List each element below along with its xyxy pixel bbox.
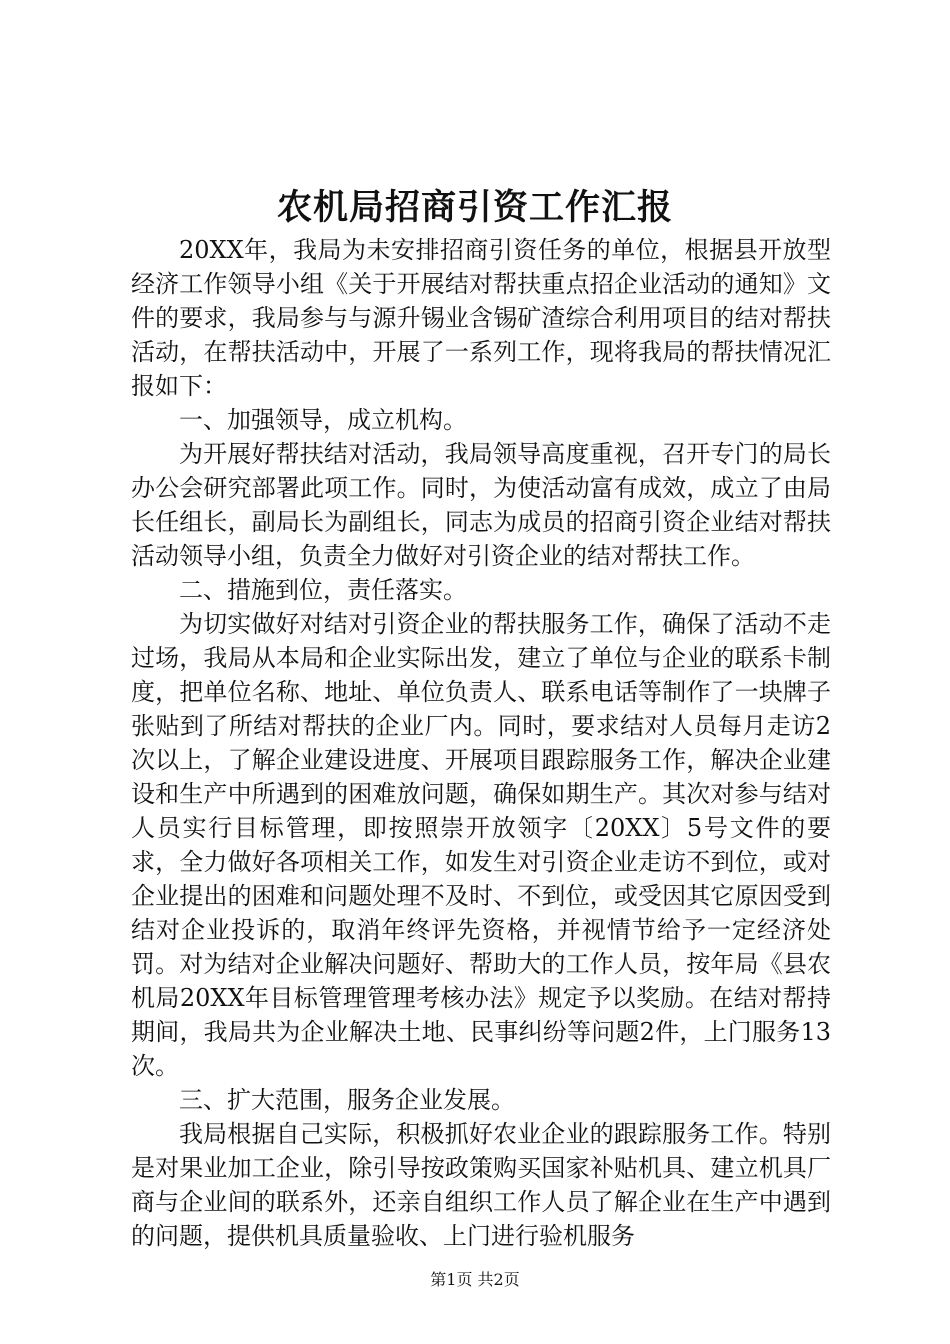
paragraph-intro: 20XX年，我局为未安排招商引资任务的单位，根据县开放型经济工作领导小组《关于开展结对帮扶重点招企业活动的通知》文件的要求，我局参与与源升锡业含锡矿渣综合利用项目的结对帮扶活动，在帮扶活动中，开展了一系列工作，现将我局的帮扶情况汇报如下： (131, 236, 831, 400)
paragraph-section-2: 为切实做好对结对引资企业的帮扶服务工作，确保了活动不走过场，我局从本局和企业实际出发，建立了单位与企业的联系卡制度，把单位名称、地址、单位负责人、联系电话等制作了一块牌子张贴到了所结对帮扶的企业厂内。同时，要求结对人员每月走访2次以上，了解企业建设进度、开展项目跟踪服务工作，解决企业建设和生产中所遇到的困难放问题，确保如期生产。其次对参与结对人员实行目标管理，即按照崇开放领字〔20XX〕5号文件的要求，全力做好各项相关工作，如发生对引资企业走访不到位，或对企业提出的困难和问题处理不及时、不到位，或受因其它原因受到结对企业投诉的，取消年终评先资格，并视情节给予一定经济处罚。对为结对企业解决问题好、帮助大的工作人员，按年局《县农机局20XX年目标管理管理考核办法》规定予以奖励。在结对帮持期间，我局共为企业解决土地、民事纠纷等问题2件，上门服务13次。 (131, 610, 831, 1080)
section-heading-2: 二、措施到位，责任落实。 (179, 576, 467, 604)
paragraph-section-3: 我局根据自己实际，积极抓好农业企业的跟踪服务工作。特别是对果业加工企业，除引导按政策购买国家补贴机具、建立机具厂商与企业间的联系外，还亲自组织工作人员了解企业在生产中遇到的问题，提供机具质量验收、上门进行验机服务 (131, 1120, 831, 1250)
section-heading-1: 一、加强领导，成立机构。 (179, 406, 467, 434)
paragraph-section-1: 为开展好帮扶结对活动，我局领导高度重视，召开专门的局长办公会研究部署此项工作。同时，为使活动富有成效，成立了由局长任组长，副局长为副组长，同志为成员的招商引资企业结对帮扶活动领导小组，负责全力做好对引资企业的结对帮扶工作。 (131, 440, 831, 570)
section-heading-3: 三、扩大范围，服务企业发展。 (179, 1086, 515, 1114)
page-number-footer: 第1页 共2页 (430, 1270, 520, 1289)
document-title: 农机局招商引资工作汇报 (276, 187, 673, 228)
document-body (131, 233, 831, 1253)
